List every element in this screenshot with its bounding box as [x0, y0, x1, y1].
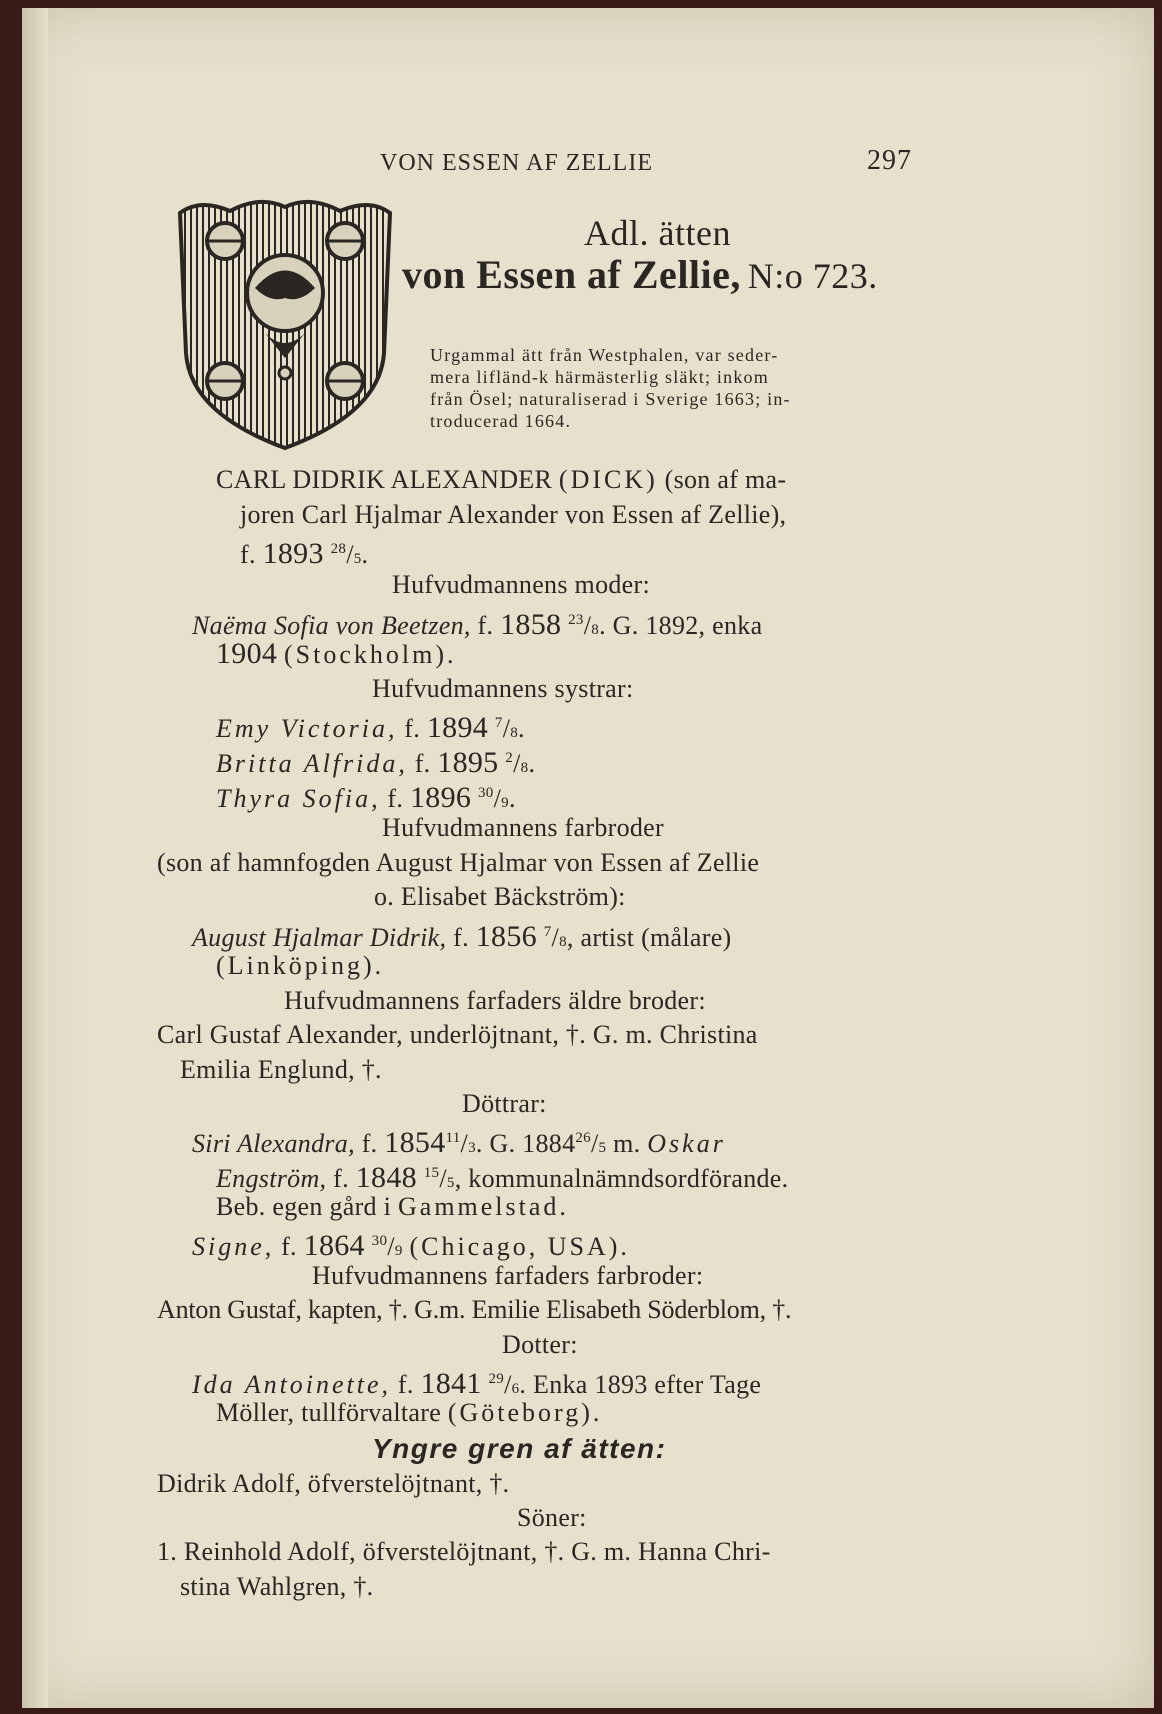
daughter-signe: Signe, f. 1864 $^{30}$/9 (Chicago, USA).: [192, 1229, 628, 1262]
grand-uncle-line-2: Emilia Englund, †.: [180, 1055, 382, 1084]
mother-line-2: 1904 (Stockholm).: [216, 637, 454, 670]
uncle-line-1: (son af hamnfogden August Hjalmar von Essen af Zellie: [157, 848, 760, 877]
title-line-2: [402, 252, 878, 297]
grand-uncle-line-1: Carl Gustaf Alexander, underlöjtnant, †. G. m. Christina: [157, 1020, 758, 1049]
mother-line-1: Naëma Sofia von Beetzen, f. 1858 $^{23}$/8. G. 1892, enka: [192, 608, 763, 641]
younger-branch-heading: Yngre gren af ätten:: [372, 1433, 667, 1464]
sister-3: Thyra Sofia, f. 1896 $^{30}$/9.: [216, 781, 516, 814]
intro-line-2: mera lifländ-k härmästerlig släkt; inkom: [430, 367, 769, 387]
sister-2: Britta Alfrida, f. 1895 $^2$/8.: [216, 746, 536, 779]
great-uncle-line-1: Anton Gustaf, kapten, †. G.m. Emilie Elisabeth Söderblom, †.: [157, 1295, 792, 1324]
coat-of-arms-shield-icon: [170, 193, 400, 453]
sisters-heading: Hufvudmannens systrar:: [372, 674, 634, 703]
main-entry-name: CARL DIDRIK ALEXANDER: [216, 465, 553, 494]
son-1-line-2: stina Wahlgren, †.: [180, 1572, 374, 1601]
main-entry-line-1: [216, 465, 786, 495]
younger-branch-line-1: Didrik Adolf, öfverstelöjtnant, †.: [157, 1469, 510, 1498]
uncle-line-3: August Hjalmar Didrik, f. 1856 $^7$/8, artist (målare): [192, 920, 732, 953]
uncle-heading: Hufvudmannens farbroder: [382, 813, 664, 842]
daughter-heading: Dotter:: [502, 1330, 578, 1359]
main-entry-nickname: (DICK): [558, 465, 658, 494]
daughter-ida-line-1: Ida Antoinette, f. 1841 $^{29}$/6. Enka 1893 efter Tage: [192, 1367, 762, 1400]
great-uncle-heading: Hufvudmannens farfaders farbroder:: [312, 1261, 704, 1290]
son-1-line-1: 1. Reinhold Adolf, öfverstelöjtnant, †. G. m. Hanna Chri-: [157, 1537, 771, 1566]
main-entry-line-2: joren Carl Hjalmar Alexander von Essen af Zellie),: [240, 500, 787, 529]
grand-uncle-heading: Hufvudmannens farfaders äldre broder:: [284, 986, 706, 1015]
main-entry-birth: f. 1893 $^{28}$/5.: [240, 537, 369, 570]
book-page: [22, 8, 1154, 1708]
uncle-line-4: (Linköping).: [216, 951, 382, 980]
intro-line-3: från Ösel; naturaliserad i Sverige 1663; in-: [430, 389, 791, 409]
daughter-ida-line-2: Möller, tullförvaltare (Göteborg).: [216, 1398, 600, 1427]
family-name: von Essen af Zellie,: [402, 252, 741, 297]
mother-heading: Hufvudmannens moder:: [392, 570, 651, 599]
intro-line-1: Urgammal ätt från Westphalen, var seder-: [430, 345, 779, 365]
intro-line-4: troducerad 1664.: [430, 411, 572, 431]
running-title: VON ESSEN AF ZELLIE: [380, 150, 653, 176]
page-number: 297: [867, 145, 912, 176]
sister-1: Emy Victoria, f. 1894 $^7$/8.: [216, 711, 525, 744]
daughters-heading: Döttrar:: [462, 1089, 547, 1118]
sons-heading: Söner:: [517, 1503, 587, 1532]
uncle-line-2: o. Elisabet Bäckström):: [374, 882, 626, 911]
main-entry-relation: (son af ma-: [664, 465, 787, 494]
family-number: N:o 723.: [747, 256, 878, 296]
daughter-siri-line-2: Engström, f. 1848 $^{15}$/5, kommunalnämndsordförande.: [216, 1161, 789, 1194]
daughter-siri-line-3: Beb. egen gård i Gammelstad.: [216, 1192, 567, 1221]
title-line-1: Adl. ätten: [584, 213, 731, 253]
daughter-siri-line-1: Siri Alexandra, f. 1854$^{11}$/3. G. 1884$^{26}$/5 m. Oskar: [192, 1126, 726, 1159]
